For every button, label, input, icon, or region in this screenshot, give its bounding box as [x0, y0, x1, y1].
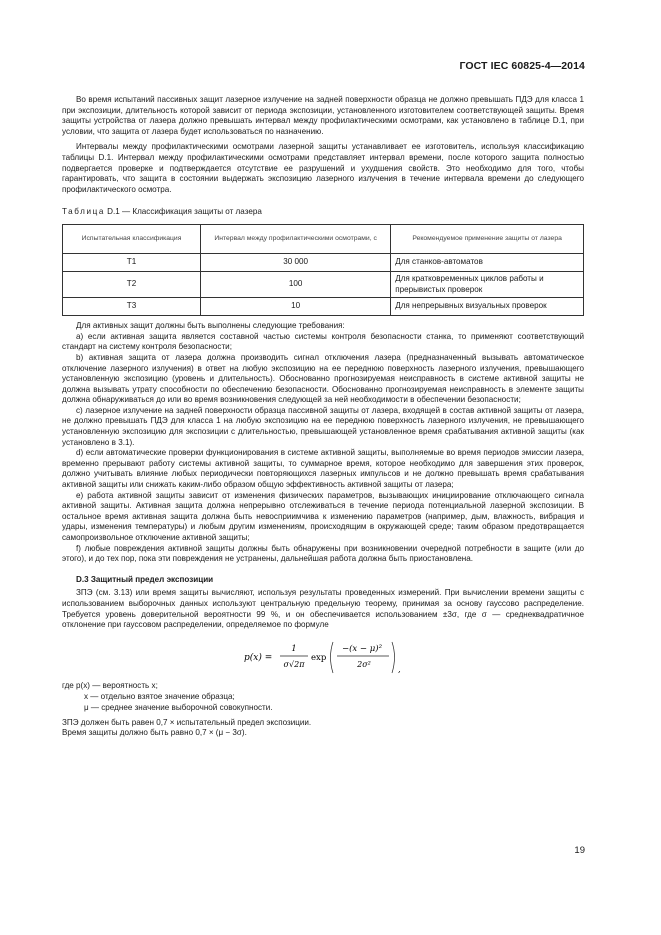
list-item: f) любые повреждения активной защиты должны быть обнаружены при возникновении очередной потребности в защите (или до этого), и до тех пор, пока эти повреждения не устранены, дальнейшая работа должна быть приостановлена. — [62, 543, 584, 564]
table-row — [63, 253, 584, 271]
conclusion-line: Время защиты должно быть равно 0,7 × (μ − 3σ). — [62, 728, 247, 738]
table-cell: T3 — [63, 298, 201, 316]
list-item: b) активная защита от лазера должна производить сигнал отключения лазера (предназначенный вызывать автоматическое отключение лазерного излучения) в ответ на любую экспозицию на ее переднюю поверхность лазерного излучения, превышающего установленную экспозицию (уровень и длительность). Обоснованно прогнозируемая неисправность в системе активной защиты не должна вызывать утрату способности по обеспечению безопасности. Обоснованно прогнозируемая неисправность в элементе защиты должна обнаруживаться до или во время возникновения следующей за ней необходимости в обеспечении безопасности; — [62, 352, 584, 405]
formula — [62, 637, 584, 677]
list-item: c) лазерное излучение на задней поверхности образца пассивной защиты от лазера, входящей в состав активной защиты от лазера, не должно превышать ПДЭ для класса 1 на любую экспозицию на ее переднюю поверхность лазерного излучения, не превышающего установленную экспозицию для экспозиции с длительностью, превышающей установленное время срабатывания активной защиты (как установлено в 3.1). — [62, 405, 584, 447]
table-header-row — [63, 224, 584, 253]
page-number: 19 — [574, 845, 585, 856]
paragraph: Во время испытаний пассивных защит лазерное излучение на задней поверхности образца не должно превышать ПДЭ для класса 1 при экспозиции, длительность которой зависит от периода экспозиции, установленного изготовителем соответствующей защиты. Время защиты устройства от лазера должно превышать интервал между профилактическими осмотрами, как установлено в таблице D.1, при условии, что защита от лазера будет использоваться по назначению. — [62, 95, 584, 136]
formula-tail: , — [398, 664, 401, 675]
formula-frac-num: 1 — [291, 643, 297, 654]
left-bracket — [331, 642, 334, 673]
list-item: e) работа активной защиты зависит от изменения физических параметров, вызывающих инициирование отключающего сигнала активной защиты. Активная защита должна непрерывно отслеживаться в течение периода потенциальной лазерной экспозиции. В остальное время активная защита должна быть невосприимчива к изменению параметров (например, дым, влажность, вибрация и удары, изменения температуры) и любым другим изменениям, происходящим в окружающей среде; таким образом предотвращается самопроизвольное отключение активной защиты; — [62, 490, 584, 542]
table-cell: 30 000 — [201, 253, 391, 271]
table-header-cell: Рекомендуемое применение защиты от лазера — [391, 224, 584, 253]
formula-lhs: p(x) = — [244, 652, 273, 663]
table-caption — [62, 207, 584, 218]
variable-definitions — [62, 681, 584, 714]
formula-inner-den: 2σ² — [357, 659, 371, 669]
definition-row — [62, 692, 584, 703]
table-caption-text: D.1 — Классификация защиты от лазера — [104, 207, 262, 217]
standard-header: ГОСТ IEC 60825-4—2014 — [459, 60, 585, 72]
table-cell: 10 — [201, 298, 391, 316]
definition: x — отдельно взятое значение образца; — [84, 691, 235, 701]
table-cell: Для кратковременных циклов работы и прерывистых проверок — [391, 271, 584, 297]
table-cell: Для непрерывных визуальных проверок — [391, 298, 584, 316]
where-label: где — [62, 680, 74, 690]
table-header-cell: Испытательная классификация — [63, 224, 201, 253]
definition-row — [62, 703, 584, 714]
table-cell: T1 — [63, 253, 201, 271]
document-body — [62, 95, 584, 739]
paragraph: Для активных защит должны быть выполнены следующие требования: — [76, 321, 345, 331]
gaussian-formula — [244, 639, 444, 677]
paragraph: ЗПЭ (см. 3.13) или время защиты вычисляют, используя результаты проведенных измерений. При вычислении времени защиты с использованием выборочных данных используют центральную предельную теорему, принимая за основу гауссово распределение. Требуется уровень доверительной вероятности 99 %, и он обеспечивается использованием ±3σ, где σ — среднеквадратичное отклонение при гауссовом распределении, определяемое по формуле — [62, 588, 584, 630]
table-row — [63, 298, 584, 316]
classification-table — [62, 224, 584, 316]
formula-frac-den: σ√2π — [283, 659, 305, 669]
section-title: D.3 Защитный предел экспозиции — [76, 574, 214, 584]
table-cell: Для станков-автоматов — [391, 253, 584, 271]
table-header-cell: Интервал между профилактическими осмотрами, с — [201, 224, 391, 253]
table-cell: 100 — [201, 271, 391, 297]
formula-inner-num: −(x − μ)² — [341, 643, 383, 654]
list-item: d) если автоматические проверки функционирования в системе активной защиты, выполняемые во время периодов эмиссии лазера, временно прерывают работу системы активной защиты, то суммарное время, которое необходимо для завершения этих проверок, должно учитывать влияние любых периодически повторяющихся лазерных импульсов и не должно превышать время срабатывания активной защиты или снижать каким-либо образом общую эффективность активной защиты от лазера; — [62, 448, 584, 490]
conclusion-line: ЗПЭ должен быть равен 0,7 × испытательный предел экспозиции. — [62, 717, 312, 727]
table-caption-prefix: Таблица — [62, 207, 105, 217]
list-item: a) если активная защита является составной частью системы контроля безопасности станка, то применяют соответствующий стандарт на систему контроля безопасности; — [62, 331, 584, 352]
definition-row — [62, 681, 584, 692]
definition: μ — среднее значение выборочной совокупности. — [84, 702, 273, 712]
table-cell: T2 — [63, 271, 201, 297]
paragraph: Интервалы между профилактическими осмотрами лазерной защиты устанавливает ее изготовитель, используя классификацию таблицы D.1. Интервал между профилактическими осмотрами представляет интервал времени, после которого защита полностью подвергается проверке и подтверждается отсутствие ее разрушений и ухудшения свойств. Это необходимо для того, чтобы гарантировать, что защита в состоянии выдержать экспозицию лазерного излучения в течение интервала времени до следующего профилактического осмотра. — [62, 142, 584, 194]
right-bracket — [392, 642, 395, 673]
formula-exp: exp — [311, 652, 327, 663]
conclusion — [62, 718, 584, 739]
table-row — [63, 271, 584, 297]
definition: p(x) — вероятность x; — [76, 680, 158, 690]
